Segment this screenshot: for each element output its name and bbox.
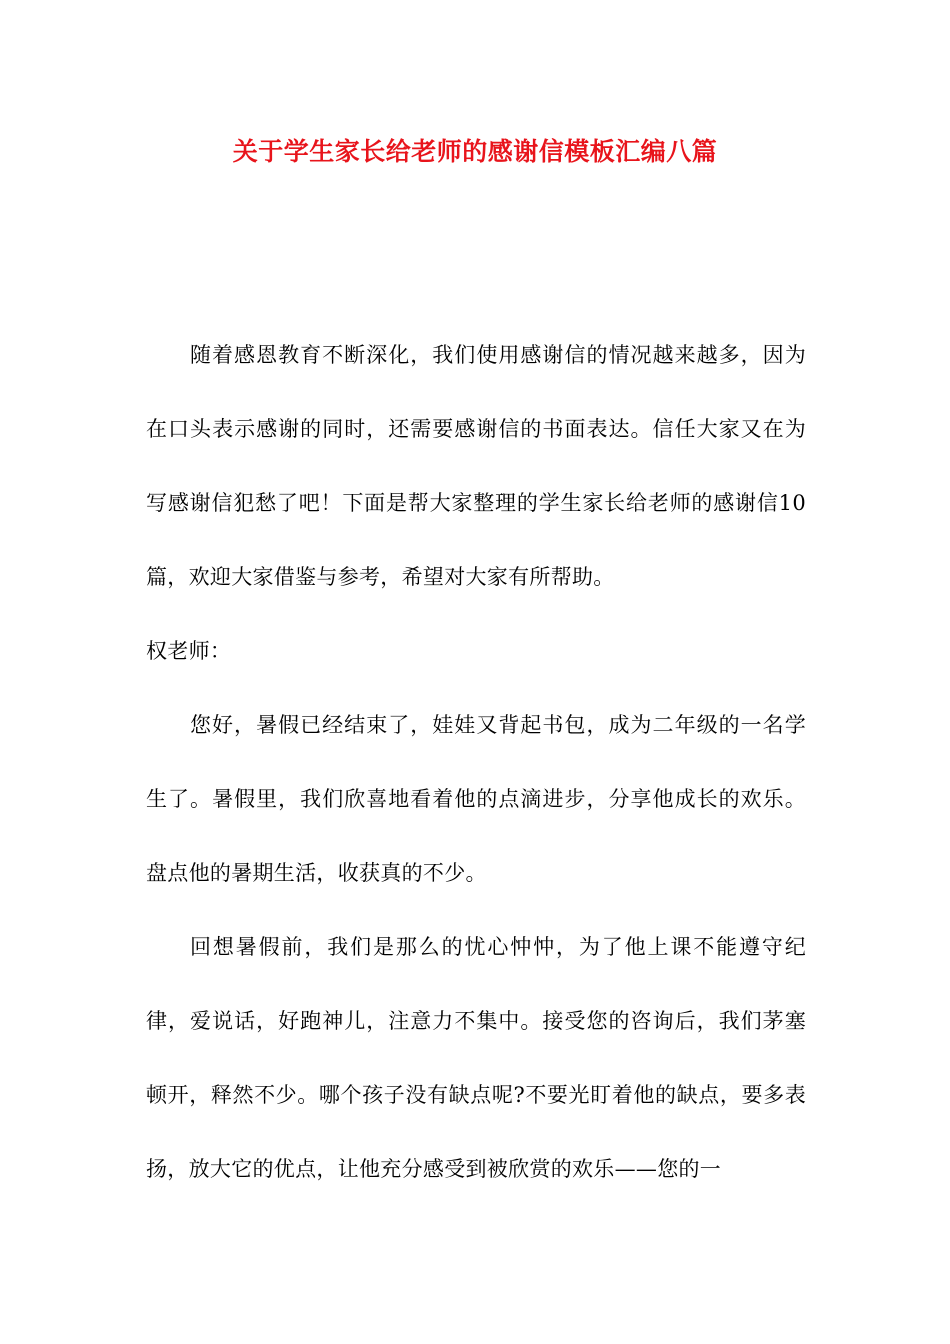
letter-paragraph-1: 您好，暑假已经结束了，娃娃又背起书包，成为二年级的一名学生了。暑假里，我们欣喜地看着他的点滴进步，分享他成长的欢乐。盘点他的暑期生活，收获真的不少。 <box>146 713 806 885</box>
letter-salutation: 权老师： <box>146 639 232 663</box>
document-body <box>146 318 806 1206</box>
intro-paragraph: 随着感恩教育不断深化，我们使用感谢信的情况越来越多，因为在口头表示感谢的同时，还需要感谢信的书面表达。信任大家又在为写感谢信犯愁了吧！下面是帮大家整理的学生家长给老师的感谢信10篇，欢迎大家借鉴与参考，希望对大家有所帮助。 <box>146 343 806 589</box>
document-title: 关于学生家长给老师的感谢信模板汇编八篇 <box>232 137 718 166</box>
letter-paragraph-2: 回想暑假前，我们是那么的忧心忡忡，为了他上课不能遵守纪律，爱说话，好跑神儿，注意力不集中。接受您的咨询后，我们茅塞顿开，释然不少。哪个孩子没有缺点呢?不要光盯着他的缺点，要多表扬，放大它的优点，让他充分感受到被欣赏的欢乐——您的一 <box>146 935 806 1181</box>
